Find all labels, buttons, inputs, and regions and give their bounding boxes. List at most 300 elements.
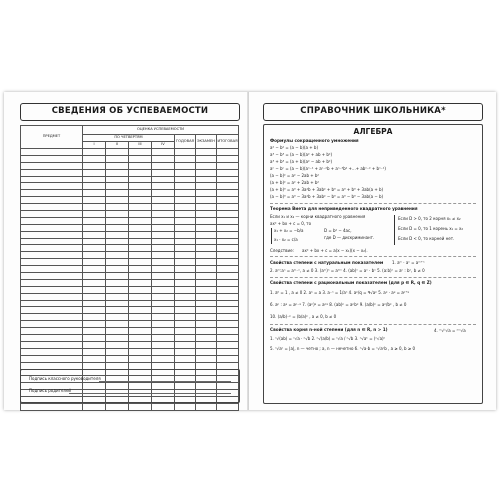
grade-cell[interactable] [106,314,129,321]
grade-cell[interactable] [217,149,239,156]
grade-cell[interactable] [129,204,152,211]
grade-cell[interactable] [196,266,217,273]
grade-cell[interactable] [175,300,196,307]
grade-cell[interactable] [129,300,152,307]
grade-cell[interactable] [196,204,217,211]
grade-cell[interactable] [129,362,152,369]
grade-cell[interactable] [129,169,152,176]
grade-cell[interactable] [106,273,129,280]
grade-cell[interactable] [106,300,129,307]
grade-cell[interactable] [217,279,239,286]
grade-cell[interactable] [83,328,106,335]
grade-cell[interactable] [83,362,106,369]
grade-cell[interactable] [83,273,106,280]
grade-cell[interactable] [129,355,152,362]
grade-cell[interactable] [196,155,217,162]
grade-cell[interactable] [129,314,152,321]
grade-cell[interactable] [129,307,152,314]
subject-cell[interactable] [21,286,83,293]
grade-cell[interactable] [175,403,196,410]
grade-cell[interactable] [106,238,129,245]
grade-cell[interactable] [83,245,106,252]
grade-cell[interactable] [152,231,175,238]
grade-cell[interactable] [83,355,106,362]
subject-cell[interactable] [21,190,83,197]
grade-cell[interactable] [106,328,129,335]
grade-cell[interactable] [83,197,106,204]
grade-cell[interactable] [106,266,129,273]
grade-cell[interactable] [196,224,217,231]
grade-cell[interactable] [106,245,129,252]
grade-cell[interactable] [196,362,217,369]
grade-cell[interactable] [196,286,217,293]
grade-cell[interactable] [106,217,129,224]
subject-cell[interactable] [21,176,83,183]
grade-cell[interactable] [106,335,129,342]
grade-cell[interactable] [175,252,196,259]
discriminant-case: Если D = 0, то 1 корень x₁ = x₂ [398,226,464,231]
grade-cell[interactable] [217,348,239,355]
subject-cell[interactable] [21,169,83,176]
grade-cell[interactable] [175,149,196,156]
grade-cell[interactable] [83,403,106,410]
grade-cell[interactable] [217,286,239,293]
grade-cell[interactable] [152,169,175,176]
grade-cell[interactable] [106,403,129,410]
grade-cell[interactable] [175,211,196,218]
grade-cell[interactable] [83,169,106,176]
grade-cell[interactable] [83,307,106,314]
grade-cell[interactable] [129,335,152,342]
grade-cell[interactable] [196,328,217,335]
root-rules: 4. ᵐ√ⁿ√a = ᵐⁿ√a [434,328,466,333]
subject-cell[interactable] [21,328,83,335]
grade-cell[interactable] [152,355,175,362]
grade-cell[interactable] [83,335,106,342]
grade-row [21,204,239,211]
grade-cell[interactable] [129,286,152,293]
grade-cell[interactable] [196,190,217,197]
grade-cell[interactable] [83,149,106,156]
grade-cell[interactable] [217,273,239,280]
grade-cell[interactable] [196,403,217,410]
subject-cell[interactable] [21,403,83,410]
subject-cell[interactable] [21,155,83,162]
grade-cell[interactable] [129,238,152,245]
grade-cell[interactable] [175,348,196,355]
grade-cell[interactable] [217,321,239,328]
grade-cell[interactable] [217,335,239,342]
notebook-spread [4,92,496,410]
grade-cell[interactable] [196,231,217,238]
algebra-heading: АЛГЕБРА [353,127,393,136]
vieta-product: x₁ · x₂ = c/a [274,237,298,242]
grade-cell[interactable] [83,190,106,197]
grade-cell[interactable] [175,279,196,286]
grade-cell[interactable] [217,190,239,197]
grade-cell[interactable] [196,314,217,321]
grade-cell[interactable] [106,362,129,369]
right-page-title-box [263,103,483,121]
grade-cell[interactable] [83,211,106,218]
grade-row [21,169,239,176]
grade-cell[interactable] [175,314,196,321]
grade-cell[interactable] [83,341,106,348]
grade-cell[interactable] [152,286,175,293]
grade-cell[interactable] [106,162,129,169]
quarter-3-header: III [129,142,152,149]
grade-cell[interactable] [175,231,196,238]
grade-cell[interactable] [196,293,217,300]
grade-cell[interactable] [152,341,175,348]
grade-cell[interactable] [175,224,196,231]
grade-cell[interactable] [83,183,106,190]
grade-cell[interactable] [152,211,175,218]
grade-cell[interactable] [129,176,152,183]
grade-cell[interactable] [83,286,106,293]
grade-cell[interactable] [152,348,175,355]
grade-cell[interactable] [217,231,239,238]
signatures-box [20,369,240,403]
subject-cell[interactable] [21,217,83,224]
grade-cell[interactable] [106,279,129,286]
grade-cell[interactable] [129,341,152,348]
subject-cell[interactable] [21,245,83,252]
grade-cell[interactable] [196,245,217,252]
grade-cell[interactable] [152,204,175,211]
grade-cell[interactable] [175,259,196,266]
grade-cell[interactable] [129,211,152,218]
grade-cell[interactable] [152,224,175,231]
quarters-header: ПО ЧЕТВЕРТЯМ [83,135,175,142]
grade-cell[interactable] [217,238,239,245]
grade-cell[interactable] [217,169,239,176]
grade-cell[interactable] [129,328,152,335]
grade-cell[interactable] [106,252,129,259]
grade-cell[interactable] [106,155,129,162]
grade-cell[interactable] [83,162,106,169]
grade-cell[interactable] [152,217,175,224]
formula-line: a³ − b³ = (a − b)(a² + ab + b²) [270,152,333,157]
subject-cell[interactable] [21,279,83,286]
grade-cell[interactable] [175,293,196,300]
grade-cell[interactable] [129,266,152,273]
rational-power-rules: 1. a⁰ = 1 , a ≠ 0 2. a¹ = a 3. a⁻ⁿ = 1/aⁿ 4. aᵖ/q = ᑫ√aᵖ 5. aᵖ · aᵍ = aᵖ⁺ᵍ [270,290,410,295]
grade-cell[interactable] [196,335,217,342]
grade-cell[interactable] [217,341,239,348]
grade-cell[interactable] [83,300,106,307]
grade-cell[interactable] [83,266,106,273]
grade-cell[interactable] [152,176,175,183]
grade-cell[interactable] [83,293,106,300]
grade-cell[interactable] [152,335,175,342]
grade-cell[interactable] [217,362,239,369]
left-page-title-box [20,103,240,121]
grade-cell[interactable] [152,149,175,156]
grade-cell[interactable] [175,217,196,224]
grade-cell[interactable] [175,307,196,314]
grade-cell[interactable] [83,217,106,224]
grade-cell[interactable] [196,149,217,156]
grade-row [21,231,239,238]
grade-cell[interactable] [106,307,129,314]
vieta-line: Если x₁ и x₂ — корни квадратного уравнения [270,214,366,219]
grade-cell[interactable] [217,355,239,362]
natural-power-rule: 1. aᵐ · aⁿ = aᵐ⁺ⁿ [392,260,425,265]
grade-cell[interactable] [129,197,152,204]
grade-cell[interactable] [175,155,196,162]
grade-cell[interactable] [83,259,106,266]
grade-cell[interactable] [217,328,239,335]
grade-cell[interactable] [196,307,217,314]
grade-cell[interactable] [106,259,129,266]
grade-cell[interactable] [152,197,175,204]
grade-cell[interactable] [175,355,196,362]
grade-cell[interactable] [152,162,175,169]
grade-cell[interactable] [152,314,175,321]
grade-cell[interactable] [152,238,175,245]
grade-cell[interactable] [129,155,152,162]
grade-cell[interactable] [175,169,196,176]
formula-line: a² − b² = (a − b)(a + b) [270,145,318,150]
grade-cell[interactable] [106,169,129,176]
subject-cell[interactable] [21,231,83,238]
grade-cell[interactable] [217,307,239,314]
grade-cell[interactable] [106,176,129,183]
grade-cell[interactable] [129,321,152,328]
formula-line: (a + b)² = a² + 2ab + b² [270,180,320,185]
grade-cell[interactable] [196,169,217,176]
grade-cell[interactable] [152,155,175,162]
grade-cell[interactable] [106,231,129,238]
subject-cell[interactable] [21,341,83,348]
grade-cell[interactable] [152,252,175,259]
grade-cell[interactable] [83,224,106,231]
grade-cell[interactable] [175,286,196,293]
grade-row [21,403,239,410]
grade-cell[interactable] [129,162,152,169]
grade-cell[interactable] [175,362,196,369]
grade-cell[interactable] [217,224,239,231]
grade-cell[interactable] [129,217,152,224]
subject-cell[interactable] [21,238,83,245]
grade-cell[interactable] [129,149,152,156]
subject-cell[interactable] [21,259,83,266]
grade-cell[interactable] [106,224,129,231]
grade-cell[interactable] [196,273,217,280]
grade-cell[interactable] [83,155,106,162]
grade-cell[interactable] [83,321,106,328]
grade-cell[interactable] [152,293,175,300]
grade-cell[interactable] [152,307,175,314]
grade-cell[interactable] [217,245,239,252]
grade-cell[interactable] [83,252,106,259]
grade-cell[interactable] [106,341,129,348]
subject-cell[interactable] [21,335,83,342]
grade-cell[interactable] [106,321,129,328]
grade-row [21,245,239,252]
grade-cell[interactable] [152,321,175,328]
grade-cell[interactable] [152,403,175,410]
grade-cell[interactable] [217,266,239,273]
grade-cell[interactable] [129,293,152,300]
grade-cell[interactable] [129,245,152,252]
grade-cell[interactable] [196,197,217,204]
grade-cell[interactable] [196,279,217,286]
grade-cell[interactable] [196,341,217,348]
grade-cell[interactable] [129,348,152,355]
grade-cell[interactable] [217,162,239,169]
grade-cell[interactable] [129,259,152,266]
grade-cell[interactable] [196,217,217,224]
subject-cell[interactable] [21,162,83,169]
grade-cell[interactable] [106,293,129,300]
grade-cell[interactable] [129,279,152,286]
grade-cell[interactable] [83,204,106,211]
grade-cell[interactable] [152,279,175,286]
grade-cell[interactable] [196,252,217,259]
subject-cell[interactable] [21,197,83,204]
grade-cell[interactable] [217,155,239,162]
grade-cell[interactable] [175,245,196,252]
grade-cell[interactable] [129,190,152,197]
grade-cell[interactable] [106,204,129,211]
grade-cell[interactable] [129,231,152,238]
grade-cell[interactable] [83,348,106,355]
grade-cell[interactable] [106,149,129,156]
grade-cell[interactable] [152,300,175,307]
grade-cell[interactable] [217,204,239,211]
grade-cell[interactable] [175,238,196,245]
grade-cell[interactable] [217,197,239,204]
grade-cell[interactable] [129,403,152,410]
grade-cell[interactable] [196,238,217,245]
grade-cell[interactable] [106,348,129,355]
grade-cell[interactable] [83,314,106,321]
grade-cell[interactable] [106,190,129,197]
subject-cell[interactable] [21,362,83,369]
grade-cell[interactable] [152,259,175,266]
grade-cell[interactable] [196,348,217,355]
grade-cell[interactable] [152,328,175,335]
grade-cell[interactable] [217,293,239,300]
right-page-title: СПРАВОЧНИК ШКОЛЬНИКА* [300,106,446,116]
grade-cell[interactable] [83,231,106,238]
subject-cell[interactable] [21,273,83,280]
grade-cell[interactable] [196,300,217,307]
grade-cell[interactable] [106,286,129,293]
grade-cell[interactable] [217,259,239,266]
grade-cell[interactable] [175,341,196,348]
subject-cell[interactable] [21,224,83,231]
grade-cell[interactable] [83,279,106,286]
subject-cell[interactable] [21,293,83,300]
grade-cell[interactable] [175,204,196,211]
grade-cell[interactable] [196,183,217,190]
subject-cell[interactable] [21,307,83,314]
grade-cell[interactable] [175,197,196,204]
subject-cell[interactable] [21,149,83,156]
grade-cell[interactable] [196,176,217,183]
grade-cell[interactable] [217,252,239,259]
grade-cell[interactable] [217,300,239,307]
grade-cell[interactable] [129,224,152,231]
natural-power-rules: 2. aᵐ:aⁿ = aᵐ⁻ⁿ, a ≠ 0 3. (aᵐ)ⁿ = aᵐⁿ 4. (ab)ⁿ = aⁿ · bⁿ 5. (a:b)ⁿ = aⁿ : bⁿ, b ≠ 0 [270,268,425,273]
grade-cell[interactable] [152,183,175,190]
subject-cell[interactable] [21,355,83,362]
grade-cell[interactable] [83,176,106,183]
grade-cell[interactable] [175,328,196,335]
grade-cell[interactable] [196,321,217,328]
subject-cell[interactable] [21,314,83,321]
grade-cell[interactable] [129,273,152,280]
subject-cell[interactable] [21,300,83,307]
grade-cell[interactable] [196,355,217,362]
grade-cell[interactable] [175,162,196,169]
grade-cell[interactable] [217,176,239,183]
grade-cell[interactable] [175,190,196,197]
subject-cell[interactable] [21,252,83,259]
grade-row [21,224,239,231]
grade-cell[interactable] [129,252,152,259]
vieta-discriminant: D = b² − 4ac, [324,228,352,233]
grade-cell[interactable] [175,273,196,280]
grade-cell[interactable] [152,190,175,197]
subject-cell[interactable] [21,204,83,211]
formula-line: (a + b)³ = a³ + 3a²b + 3ab² + b³ = a³ + b³ + 3ab(a + b) [270,187,384,192]
grade-cell[interactable] [106,183,129,190]
grade-cell[interactable] [196,162,217,169]
grade-row [21,335,239,342]
subject-cell[interactable] [21,321,83,328]
grade-cell[interactable] [106,211,129,218]
root-rules: 5. ⁿ√aⁿ = |a|, n — четно ; a, n — нечетно 6. ⁿ√a·b = ⁿ√aⁿb , a ≥ 0, b ≥ 0 [270,346,416,351]
grade-row [21,162,239,169]
vieta-corollary: ax² + bx + c = a(x − x₁)(x − x₂). [302,248,368,253]
grade-cell[interactable] [152,266,175,273]
teacher-signature-label: Подпись классного руководителя [29,376,101,381]
grade-cell[interactable] [152,245,175,252]
grade-cell[interactable] [175,176,196,183]
subject-cell[interactable] [21,211,83,218]
grade-cell[interactable] [83,238,106,245]
grade-cell[interactable] [106,355,129,362]
grade-cell[interactable] [175,266,196,273]
subject-cell[interactable] [21,348,83,355]
grade-cell[interactable] [196,211,217,218]
grade-cell[interactable] [217,183,239,190]
grade-cell[interactable] [175,321,196,328]
grade-cell[interactable] [106,197,129,204]
grade-cell[interactable] [175,335,196,342]
grade-cell[interactable] [152,273,175,280]
left-page [4,92,249,410]
subject-cell[interactable] [21,183,83,190]
grade-cell[interactable] [217,314,239,321]
annual-header: ГОДОВАЯ [175,135,196,149]
grade-cell[interactable] [217,403,239,410]
grade-row [21,307,239,314]
subject-cell[interactable] [21,266,83,273]
teacher-signature-line[interactable] [99,381,231,382]
grade-cell[interactable] [217,217,239,224]
grade-cell[interactable] [129,183,152,190]
grade-cell[interactable] [152,362,175,369]
parents-signature-line[interactable] [69,393,231,394]
grade-cell[interactable] [217,211,239,218]
grade-cell[interactable] [196,259,217,266]
grade-cell[interactable] [175,183,196,190]
